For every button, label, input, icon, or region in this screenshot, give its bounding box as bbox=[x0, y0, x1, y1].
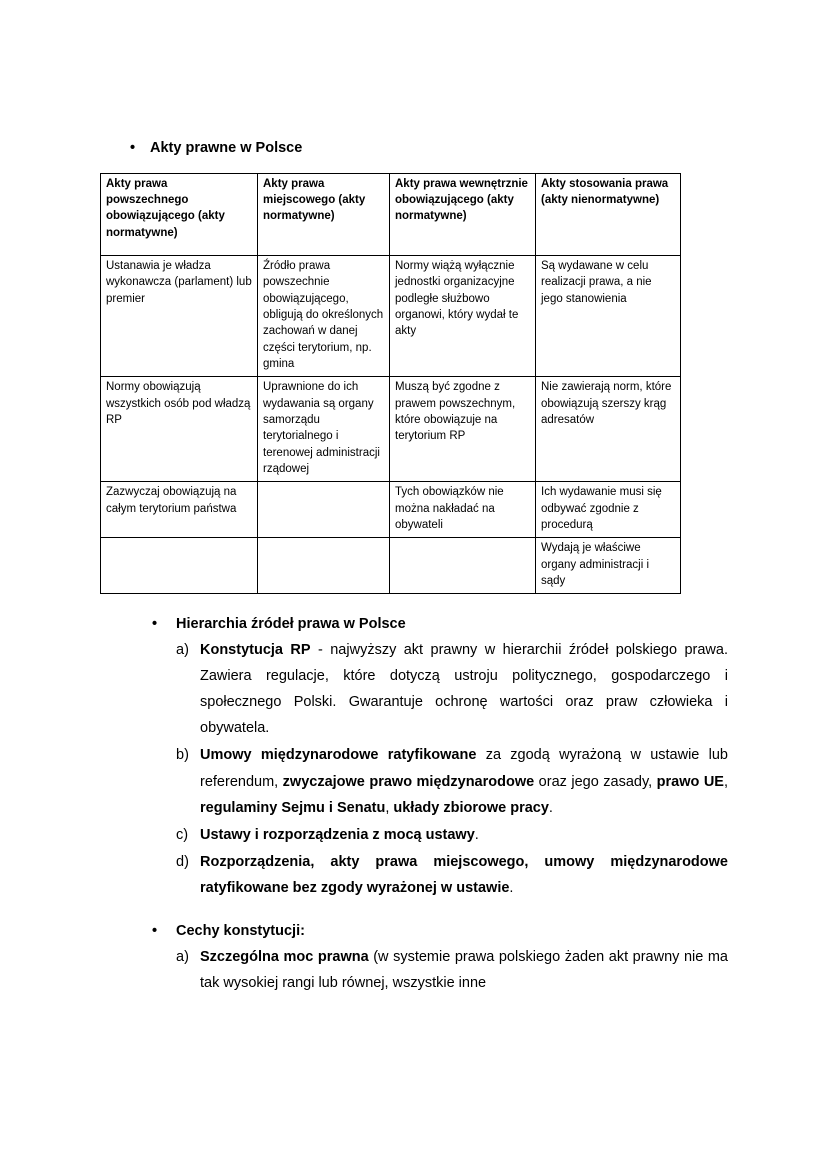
table-header-cell: Akty prawa powszechnego obowiązującego (akty normatywne) bbox=[101, 173, 258, 255]
list-item bbox=[176, 944, 728, 996]
heading-cechy bbox=[152, 921, 728, 943]
table-cell: Normy wiążą wyłącznie jednostki organizacyjne podległe służbowo organowi, który wydał te akty bbox=[390, 256, 536, 377]
list-item-marker: a) bbox=[176, 642, 189, 659]
list-item bbox=[176, 822, 728, 848]
list-item-text: Szczególna moc prawna (w systemie prawa polskiego żaden akt prawny nie ma tak wysokiej rangi lub równej, wszystkie inne bbox=[200, 948, 728, 991]
bullet-icon: • bbox=[152, 922, 158, 939]
bullet-icon: • bbox=[130, 140, 136, 156]
list-item-text: Konstytucja RP - najwyższy akt prawny w hierarchii źródeł polskiego prawa. Zawiera regulacje, które dotyczą ustroju politycznego, gospodarczego i społecznego Polski. Gwarantuje ochronę wartości oraz praw człowieka i obywatela. bbox=[200, 642, 728, 737]
heading-cechy-text: Cechy konstytucji: bbox=[176, 922, 305, 939]
bullet-icon: • bbox=[152, 616, 158, 633]
table-cell bbox=[390, 538, 536, 594]
hierarchy-list bbox=[176, 637, 728, 901]
table-row bbox=[101, 377, 681, 482]
list-item-marker: b) bbox=[176, 747, 189, 764]
table-cell: Zazwyczaj obowiązują na całym terytorium państwa bbox=[101, 482, 258, 538]
list-item-marker: a) bbox=[176, 948, 189, 965]
list-item bbox=[176, 637, 728, 741]
table-cell: Źródło prawa powszechnie obowiązującego, obligują do określonych zachowań w danej części terytorium, np. gmina bbox=[258, 256, 390, 377]
table-cell: Są wydawane w celu realizacji prawa, a nie jego stanowienia bbox=[536, 256, 681, 377]
table-header-cell: Akty prawa miejscowego (akty normatywne) bbox=[258, 173, 390, 255]
features-list bbox=[176, 944, 728, 996]
table-cell bbox=[258, 482, 390, 538]
heading-akty-prawne bbox=[130, 138, 728, 160]
table-cell: Tych obowiązków nie można nakładać na obywateli bbox=[390, 482, 536, 538]
table-cell bbox=[258, 538, 390, 594]
table-header-cell: Akty stosowania prawa (akty nienormatywne) bbox=[536, 173, 681, 255]
table-cell: Muszą być zgodne z prawem powszechnym, które obowiązuje na terytorium RP bbox=[390, 377, 536, 482]
table-header-cell: Akty prawa wewnętrznie obowiązującego (akty normatywne) bbox=[390, 173, 536, 255]
heading-hierarchia-text: Hierarchia źródeł prawa w Polsce bbox=[176, 616, 406, 633]
table-row bbox=[101, 256, 681, 377]
heading-hierarchia bbox=[152, 614, 728, 636]
list-item bbox=[176, 742, 728, 820]
table-row bbox=[101, 538, 681, 594]
table-cell bbox=[101, 538, 258, 594]
list-item-text: Rozporządzenia, akty prawa miejscowego, umowy międzynarodowe ratyfikowane bez zgody wyrażonej w ustawie. bbox=[200, 853, 728, 896]
list-item-marker: d) bbox=[176, 853, 189, 870]
list-item-text: Ustawy i rozporządzenia z mocą ustawy. bbox=[200, 826, 479, 843]
heading-akty-prawne-text: Akty prawne w Polsce bbox=[150, 140, 303, 156]
table-cell: Uprawnione do ich wydawania są organy samorządu terytorialnego i terenowej administracji rządowej bbox=[258, 377, 390, 482]
table-cell: Normy obowiązują wszystkich osób pod władzą RP bbox=[101, 377, 258, 482]
table-cell: Ustanawia je władza wykonawcza (parlament) lub premier bbox=[101, 256, 258, 377]
table-header-row bbox=[101, 173, 681, 255]
table-cell: Ich wydawanie musi się odbywać zgodnie z procedurą bbox=[536, 482, 681, 538]
table-cell: Wydają je właściwe organy administracji i sądy bbox=[536, 538, 681, 594]
list-item-text: Umowy międzynarodowe ratyfikowane za zgodą wyrażoną w ustawie lub referendum, zwyczajowe prawo międzynarodowe oraz jego zasady, prawo UE, regulaminy Sejmu i Senatu, układy zbiorowe pracy. bbox=[200, 747, 728, 816]
list-item bbox=[176, 849, 728, 901]
table-cell: Nie zawierają norm, które obowiązują szerszy krąg adresatów bbox=[536, 377, 681, 482]
table-row bbox=[101, 482, 681, 538]
list-item-marker: c) bbox=[176, 826, 189, 843]
legal-acts-table bbox=[100, 173, 681, 595]
